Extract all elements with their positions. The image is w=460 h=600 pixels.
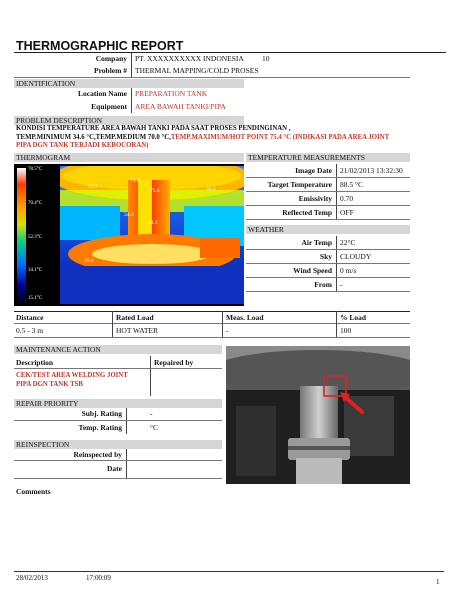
wind-speed-value: 0 m/s xyxy=(340,266,357,275)
sky-label: Sky xyxy=(319,252,332,261)
comments-label: Comments xyxy=(16,487,51,496)
from-label: From xyxy=(314,280,332,289)
image-date-value: 21/02/2013 13:32:30 xyxy=(340,166,403,175)
maintenance-description-2: PIPA DGN TANK TSB xyxy=(16,381,83,388)
identification-heading: IDENTIFICATION xyxy=(16,79,76,88)
problem-number-value: THERMAL MAPPING/COLD PROSES xyxy=(135,66,259,75)
subj-rating-value: - xyxy=(150,409,153,418)
load-header-rated: Rated Load xyxy=(116,313,154,322)
problem-line-2-red: TEMP.MAXIMUM/HOT POINT 75.4 °C (INDIKASI PADA AREA JOINT xyxy=(170,134,390,141)
page-number: 1 xyxy=(436,578,440,586)
maintenance-heading: MAINTENANCE ACTION xyxy=(16,345,101,354)
equipment-label: Equipment xyxy=(91,102,127,111)
load-value-percent: 100 xyxy=(340,326,352,335)
load-header-distance: Distance xyxy=(16,313,44,322)
sky-value: CLOUDY xyxy=(340,252,372,261)
scale-label-4: 34.1°C xyxy=(28,268,43,273)
target-temp-label: Target Temperature xyxy=(267,180,332,189)
subj-rating-label: Subj. Rating xyxy=(81,409,122,418)
scale-label-2: 70.4°C xyxy=(28,201,43,206)
spot-label-7: 29.4 xyxy=(84,258,94,264)
maintenance-description-1: CEK/TEST AREA WELDING JOINT xyxy=(16,372,128,379)
temp-rating-value: °C xyxy=(150,423,159,432)
image-date-label: Image Date xyxy=(295,166,332,175)
problem-line-1: KONDISI TEMPERATURE AREA BAWAH TANKI PADA SAAT PROSES PENDINGINAN , xyxy=(16,125,291,132)
weather-heading: WEATHER xyxy=(248,225,284,234)
emissivity-value: 0.70 xyxy=(340,194,354,203)
report-title: THERMOGRAPHIC REPORT xyxy=(16,39,184,53)
spot-label-1: 29.7 xyxy=(88,184,98,190)
equipment-photo xyxy=(226,346,410,484)
problem-heading: PROBLEM DESCRIPTION xyxy=(16,116,103,125)
load-header-percent: % Load xyxy=(340,313,367,322)
spot-label-6: 34.1 xyxy=(148,220,158,226)
reinspection-heading: REINSPECTION xyxy=(16,440,70,449)
air-temp-value: 22°C xyxy=(340,238,356,247)
scale-label-1: 78.5°C xyxy=(28,167,43,172)
spot-label-3: 70.0 xyxy=(130,178,140,184)
problem-line-2-black: TEMP.MINIMUM 34.6 °C,TEMP.MEDIUM 70.0 °C, xyxy=(16,134,171,141)
repaired-by-label: Repaired by xyxy=(154,358,194,367)
equipment-value: AREA BAWAH TANKI/PIPA xyxy=(135,102,226,111)
footer-date: 28/02/2013 xyxy=(16,574,48,582)
reinspection-date-label: Date xyxy=(107,464,122,473)
problem-line-3: PIPA DGN TANK TERJADI KEBOCORAN) xyxy=(16,142,149,149)
thermogram-heading: THERMOGRAM xyxy=(16,153,71,162)
spot-label-4: 53.1 xyxy=(206,186,216,192)
emissivity-label: Emissivity xyxy=(298,194,332,203)
temperature-heading: TEMPERATURE MEASUREMENTS xyxy=(248,153,365,162)
load-value-measured: - xyxy=(226,326,229,335)
description-label: Description xyxy=(16,358,54,367)
reflected-temp-label: Reflected Temp xyxy=(282,208,332,217)
load-value-rated: HOT WATER xyxy=(116,326,159,335)
thermal-image xyxy=(60,166,244,304)
air-temp-label: Air Temp xyxy=(301,238,332,247)
problem-line-2 xyxy=(16,134,389,141)
footer-time: 17:00:09 xyxy=(86,574,111,582)
title-rule xyxy=(14,52,446,53)
load-value-distance: 0.5 - 3 m xyxy=(16,326,44,335)
thermogram-panel xyxy=(14,164,244,306)
from-value: - xyxy=(340,280,343,289)
scale-label-5: 15.1°C xyxy=(28,296,43,301)
reinspected-by-label: Reinspected by xyxy=(73,450,122,459)
spot-label-2: 75.4 xyxy=(150,188,160,194)
repair-priority-heading: REPAIR PRIORITY xyxy=(16,399,79,408)
problem-number-label: Problem # xyxy=(94,66,127,75)
scale-label-3: 52.3°C xyxy=(28,235,43,240)
load-header-measured: Meas. Load xyxy=(226,313,264,322)
company-code: 10 xyxy=(262,54,270,63)
location-label: Location Name xyxy=(78,89,127,98)
location-value: PREPARATION TANK xyxy=(135,89,208,98)
target-temp-value: 88.5 °C xyxy=(340,180,364,189)
company-label: Company xyxy=(95,54,127,63)
temp-rating-label: Temp. Rating xyxy=(78,423,122,432)
temperature-scale-bar xyxy=(17,168,26,302)
reflected-temp-value: OFF xyxy=(340,208,354,217)
equipment-photo-graphic xyxy=(226,346,410,484)
company-value: PT. XXXXXXXXXX INDONESIA xyxy=(135,54,244,63)
spot-label-5: 34.6 xyxy=(124,212,134,218)
wind-speed-label: Wind Speed xyxy=(293,266,332,275)
